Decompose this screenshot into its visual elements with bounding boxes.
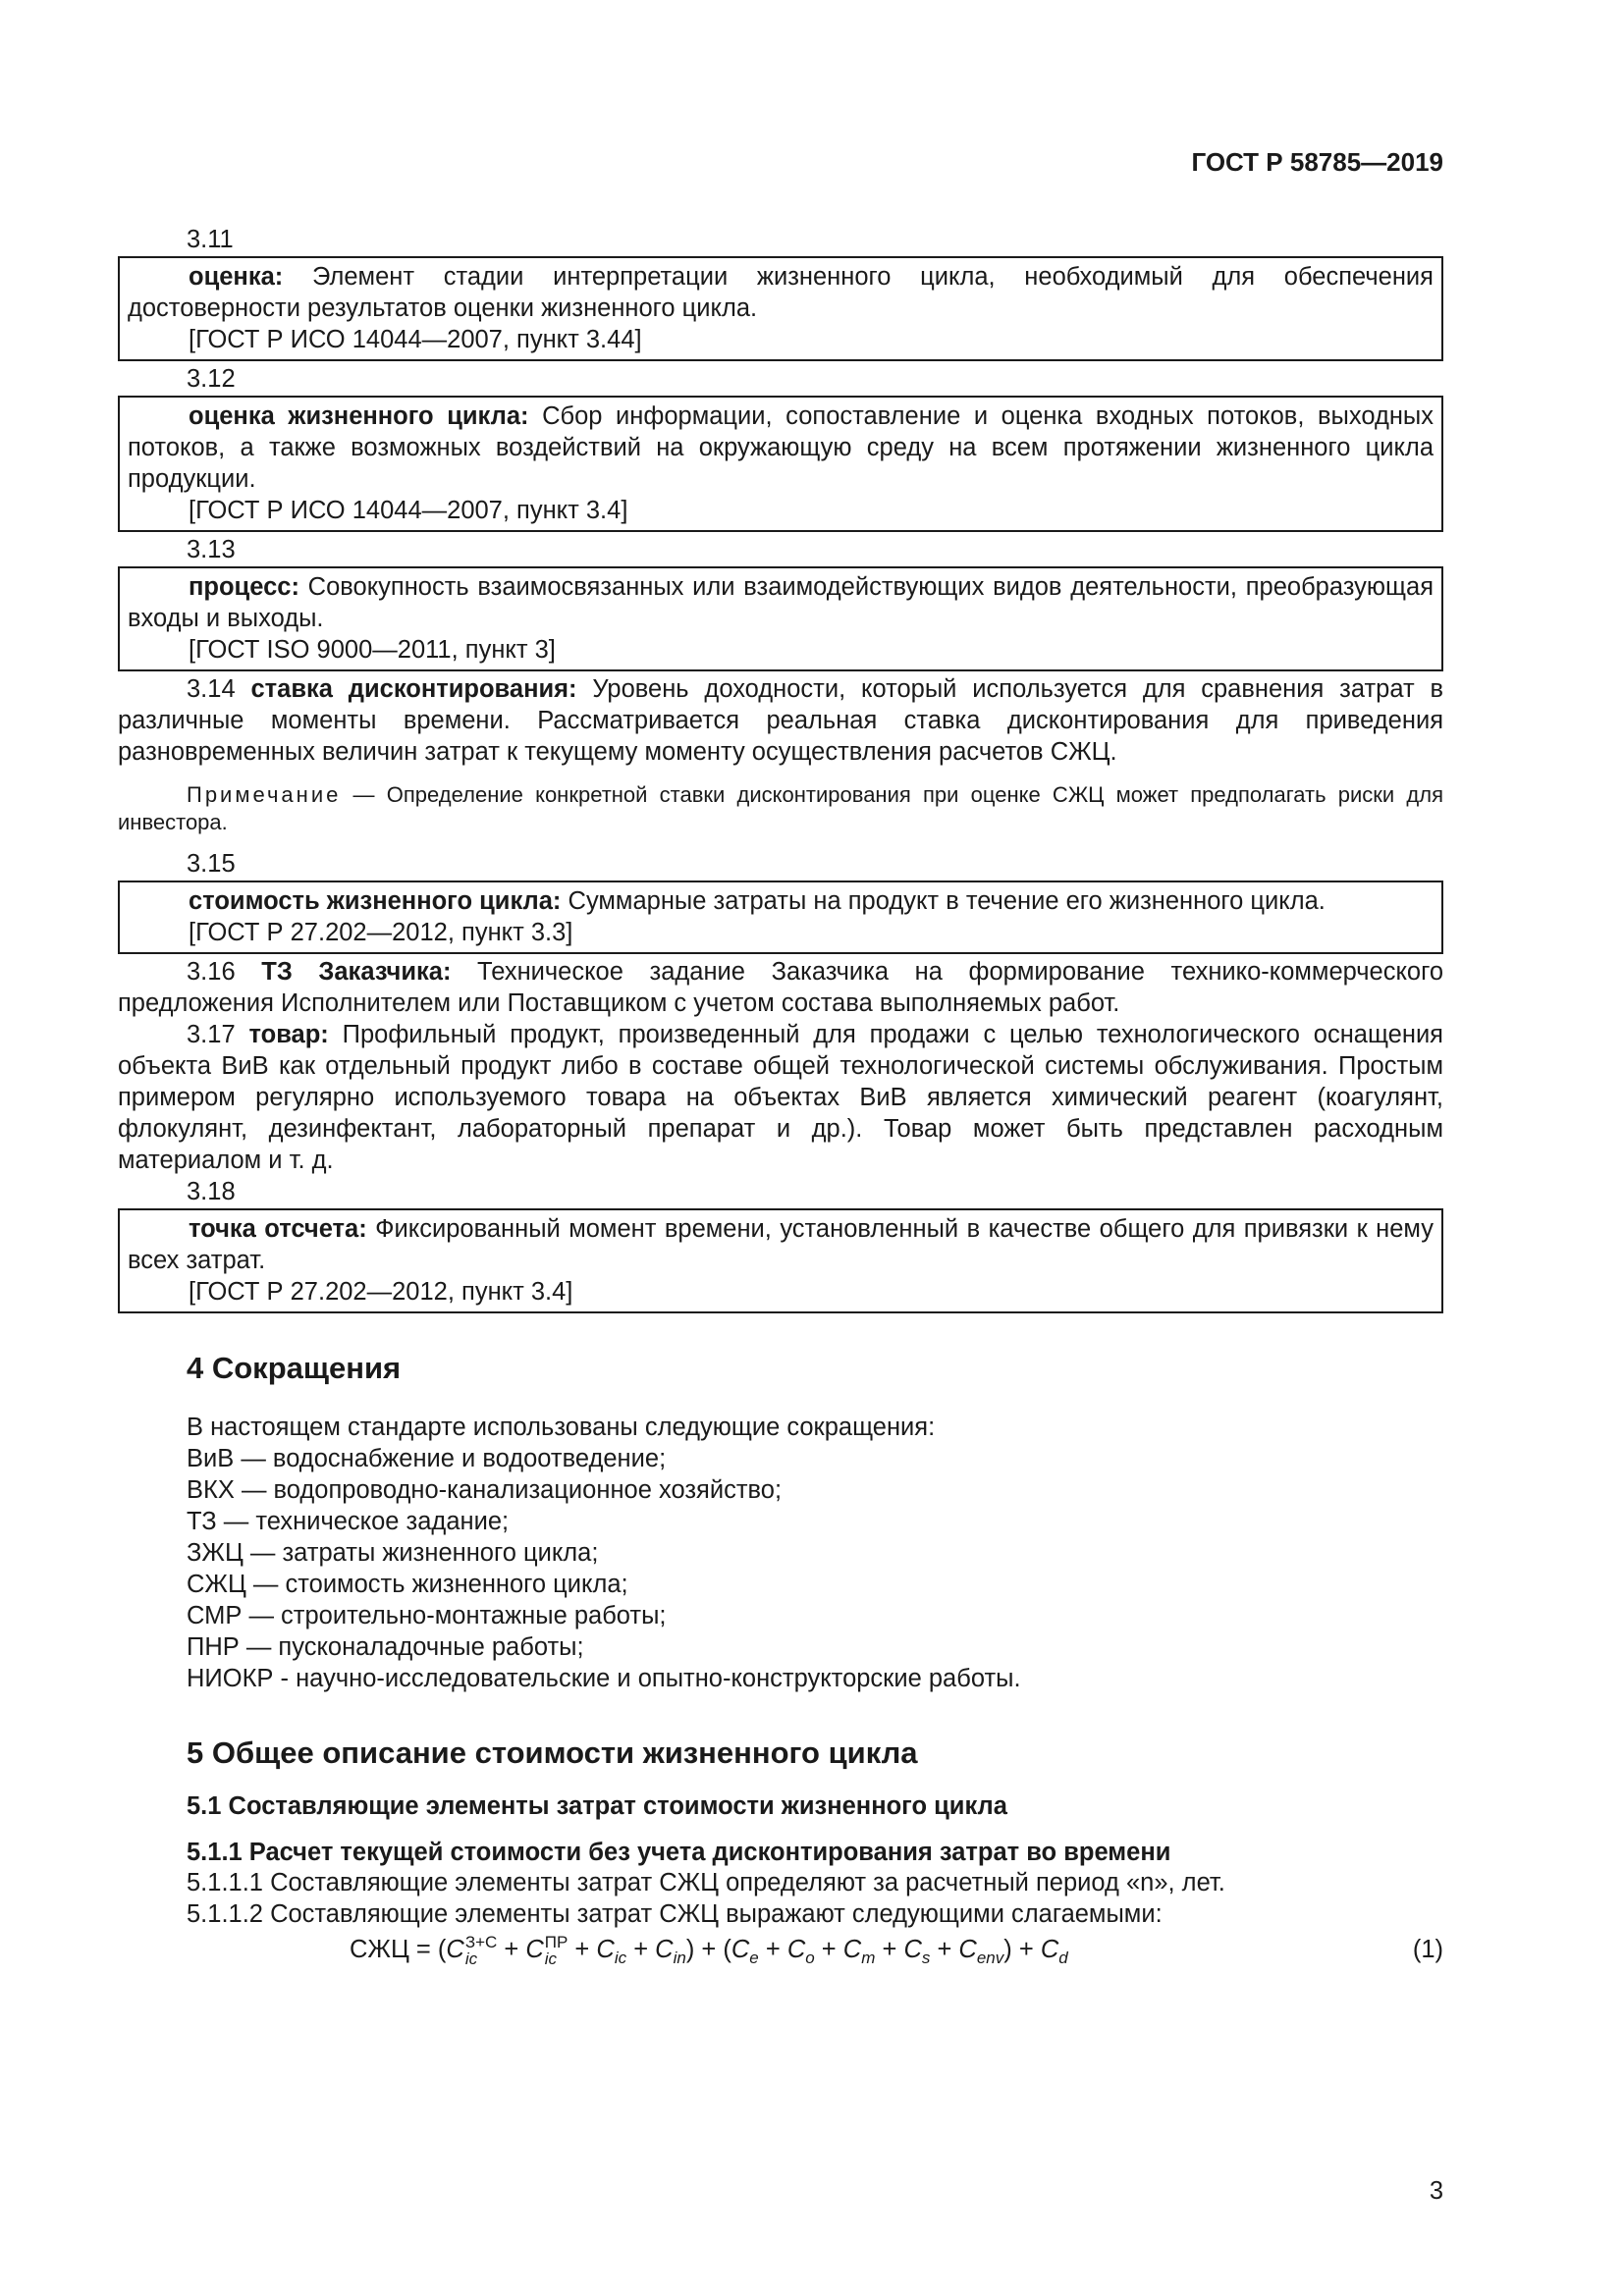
abbrev-item: СМР — строительно-монтажные работы; [187,1602,667,1629]
term-source: [ГОСТ Р 27.202—2012, пункт 3.4] [189,1278,573,1306]
term-box [118,1208,1443,1313]
term-name: оценка: [189,263,284,291]
note-label: Примечание [187,782,342,807]
term-name: товар: [248,1021,329,1048]
document-page [118,0,1443,2296]
term-name: ТЗ Заказчика: [261,958,452,986]
term-number: 3.11 [187,226,234,253]
content-flow [118,224,1443,1969]
abbrev-item: ВиВ — водоснабжение и водоотведение; [187,1445,667,1472]
term-name: оценка жизненного цикла: [189,402,529,430]
term-definition: Совокупность взаимосвязанных или взаимодействующих видов деятельности, преобразующая входы и выходы. [128,573,1434,632]
term-number: 3.13 [187,536,236,563]
term-paragraph [118,1019,1443,1176]
term-paragraph [118,956,1443,1019]
formula-row [118,1930,1443,1969]
abbrev-item: ВКХ — водопроводно-канализационное хозяйство; [187,1476,783,1504]
term-definition: Уровень доходности, который используется для сравнения затрат в различные моменты времени. Рассматривается реальная ставка дисконтирования для приведения разновременных величин затрат к текущему моменту осуществления расчетов СЖЦ. [118,675,1444,766]
term-name: ставка дисконтирования: [250,675,577,703]
term-source: [ГОСТ Р ИСО 14044—2007, пункт 3.4] [189,497,628,524]
section-heading: 5 Общее описание стоимости жизненного цикла [187,1735,918,1770]
term-number: 3.14 [187,675,251,703]
term-definition: Суммарные затраты на продукт в течение его жизненного цикла. [561,887,1326,915]
term-box [118,256,1443,361]
term-paragraph [118,673,1443,768]
term-number: 3.15 [187,850,236,878]
term-definition: Элемент стадии интерпретации жизненного цикла, необходимый для обеспечения достоверности результатов оценки жизненного цикла. [128,263,1434,322]
note [118,781,1443,836]
term-source: [ГОСТ Р ИСО 14044—2007, пункт 3.44] [189,326,642,353]
subsection-heading: 5.1 Составляющие элементы затрат стоимости жизненного цикла [187,1792,1007,1820]
abbrev-item: ПНР — пусконаладочные работы; [187,1633,584,1661]
abbrev-item: ТЗ — техническое задание; [187,1508,510,1535]
abbrev-item: ЗЖЦ — затраты жизненного цикла; [187,1539,599,1567]
subsection-heading: 5.1.1 Расчет текущей стоимости без учета дисконтирования затрат во времени [187,1839,1171,1866]
term-box [118,881,1443,954]
section-intro: В настоящем стандарте использованы следующие сокращения: [187,1414,936,1441]
term-source: [ГОСТ ISO 9000—2011, пункт 3] [189,636,556,664]
term-name: стоимость жизненного цикла: [189,887,562,915]
clause-paragraph: 5.1.1.1 Составляющие элементы затрат СЖЦ определяют за расчетный период «n», лет. [187,1869,1225,1896]
term-number: 3.12 [187,365,236,393]
term-definition: Фиксированный момент времени, установленный в качестве общего для привязки к нему всех затрат. [128,1215,1434,1274]
term-number: 3.16 [187,958,262,986]
term-number: 3.18 [187,1178,236,1205]
term-box [118,566,1443,671]
term-box [118,396,1443,532]
clause-paragraph: 5.1.1.2 Составляющие элементы затрат СЖЦ выражают следующими слагаемыми: [187,1900,1163,1928]
section-heading: 4 Сокращения [187,1351,402,1385]
term-number: 3.17 [187,1021,249,1048]
page-number: 3 [1429,2177,1443,2205]
note-text: — Определение конкретной ставки дисконтирования при оценке СЖЦ может предполагать риски для инвестора. [118,782,1443,834]
standard-code: ГОСТ Р 58785—2019 [1191,147,1443,177]
term-name: точка отсчета: [189,1215,367,1243]
term-source: [ГОСТ Р 27.202—2012, пункт 3.3] [189,919,573,946]
term-definition: Профильный продукт, произведенный для продажи с целью технологического оснащения объекта ВиВ как отдельный продукт либо в составе общей технологической системы обслуживания. Простым примером регулярно используемого товара на объектах ВиВ является химический реагент (коагулянт, флокулянт, дезинфектант, лабораторный препарат и др.). Товар может быть представлен расходным материалом и т. д. [118,1021,1443,1174]
abbrev-item: НИОКР - научно-исследовательские и опытно-конструкторские работы. [187,1665,1021,1692]
term-definition: Техническое задание Заказчика на формирование технико-коммерческого предложения Исполнителем или Поставщиком с учетом состава выполняемых работ. [118,958,1444,1017]
term-name: процесс: [189,573,299,601]
equation-number: (1) [1412,1936,1443,1963]
term-definition: Сбор информации, сопоставление и оценка входных потоков, выходных потоков, а также возможных воздействий на окружающую среду на всем протяжении жизненного цикла продукции. [128,402,1434,493]
formula: СЖЦ = (C З+С ic + C ПР ic + $C_{ic} + C_{in}) + (C_e + C_o + C_m + C_s + C_{env}) + C_d$ [350,1933,1068,1969]
abbrev-item: СЖЦ — стоимость жизненного цикла; [187,1571,628,1598]
